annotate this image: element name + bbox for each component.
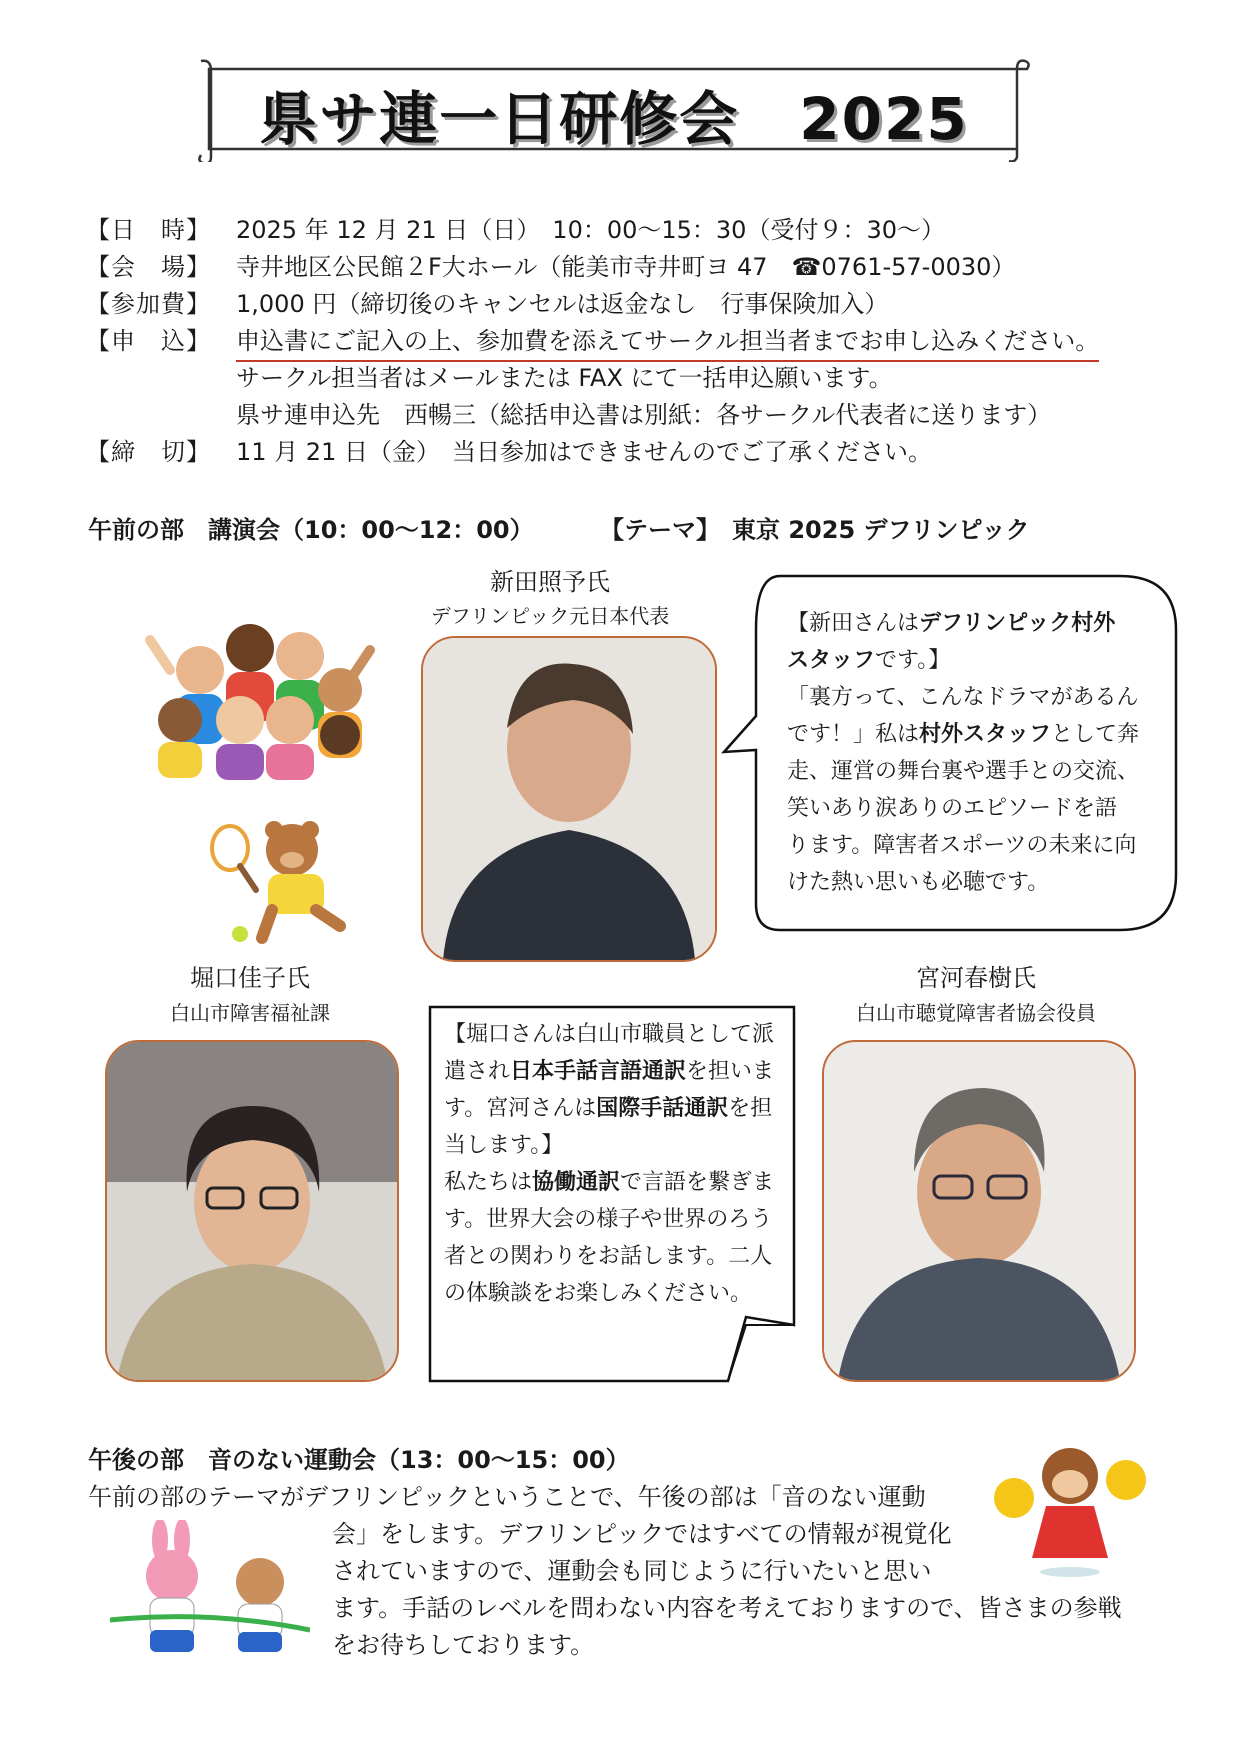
info-fee-label: 【参加費】 xyxy=(86,290,211,318)
bubble2-l1: 【堀口さんは白山市職員として派 xyxy=(444,1022,775,1047)
afternoon-line5: をお待ちしております。 xyxy=(332,1631,595,1659)
bubble1-l4a: です！」私は xyxy=(787,722,920,747)
bubble2-l4: 当します。】 xyxy=(444,1133,564,1158)
info-apply-line3: 県サ連申込先 西暢三（総括申込書は別紙：各サークル代表者に送ります） xyxy=(236,401,1052,429)
bubble2-l2a: 遣され xyxy=(444,1059,511,1084)
info-deadline-label: 【締 切】 xyxy=(86,438,211,466)
bubble2-l5c: で言語を繋ぎま xyxy=(620,1170,775,1195)
bubble2-l5b: 協働通訳 xyxy=(532,1170,621,1195)
bubble1-l8: けた熱い思いも必聴です。 xyxy=(787,870,1050,895)
speaker-miyakawa-name: 宮河春樹氏 xyxy=(916,964,1036,992)
info-apply-line2: サークル担当者はメールまたは FAX にて一括申込願います。 xyxy=(236,364,893,392)
info-deadline-value: 11 月 21 日（金） 当日参加はできませんのでご了承ください。 xyxy=(236,438,932,466)
bubble1-l7: ります。障害者スポーツの未来に向 xyxy=(787,833,1137,858)
speaker-miyakawa-photo xyxy=(822,1040,1136,1382)
bubble1-l1a: 【新田さんは xyxy=(787,611,920,636)
person-silhouette-icon xyxy=(423,638,715,960)
afternoon-line1: 午前の部のテーマがデフリンピックということで、午後の部は「音のない運動 xyxy=(88,1483,926,1511)
afternoon-line2: 会」をします。デフリンピックではすべての情報が視覚化 xyxy=(332,1520,952,1548)
morning-heading: 午前の部 講演会（10：00〜12：00） xyxy=(88,516,534,544)
bubble2-l7: 者との関わりをお話します。二人 xyxy=(444,1244,773,1269)
info-date-value: 2025 年 12 月 21 日（日） 10：00〜15：30（受付９：30〜） xyxy=(236,216,945,244)
crowd-illustration xyxy=(140,600,380,780)
bubble1-l5: 走、運営の舞台裏や選手との交流、 xyxy=(787,759,1140,784)
page-title: 県サ連一日研修会 2025 xyxy=(259,85,969,153)
speaker-nitta-role: デフリンピック元日本代表 xyxy=(430,604,670,628)
speaker-nitta-name: 新田照予氏 xyxy=(490,568,610,596)
bubble1-l2b: です。】 xyxy=(875,648,951,673)
info-fee-value: 1,000 円（締切後のキャンセルは返金なし 行事保険加入） xyxy=(236,290,889,318)
bubble2-l8: の体験談をお楽しみください。 xyxy=(444,1281,753,1306)
afternoon-line4: ます。手話のレベルを問わない内容を考えておりますので、皆さまの参戦 xyxy=(332,1594,1122,1622)
speaker-horiguchi-role: 白山市障害福祉課 xyxy=(170,1001,330,1025)
info-venue-label: 【会 場】 xyxy=(86,253,211,281)
bubble1-l4b: 村外スタッフ xyxy=(919,722,1052,747)
bubble2-l2b: 日本手話言語通訳 xyxy=(510,1059,687,1084)
bubble2-l5a: 私たちは xyxy=(444,1170,533,1195)
bubble1-l1b: デフリンピック村外 xyxy=(919,611,1116,636)
person-silhouette-icon xyxy=(107,1042,397,1380)
speaker-nitta-photo xyxy=(421,636,717,962)
bear-tennis-illustration xyxy=(200,810,360,950)
info-apply-line1: 申込書にご記入の上、参加費を添えてサークル担当者までお申し込みください。 xyxy=(236,324,1099,362)
bubble1-text xyxy=(787,605,1139,901)
afternoon-heading: 午後の部 音のない運動会（13：00〜15：00） xyxy=(88,1446,630,1474)
person-silhouette-icon xyxy=(824,1042,1134,1380)
rabbit-bear-race-illustration xyxy=(110,1520,310,1670)
speaker-horiguchi-photo xyxy=(105,1040,399,1382)
bubble1-l3: 「裏方って、こんなドラマがあるん xyxy=(787,685,1139,710)
bubble2-text xyxy=(444,1016,774,1312)
monkey-cheer-illustration xyxy=(990,1440,1150,1580)
bubble2-l3a: す。宮河さんは xyxy=(444,1096,597,1121)
bubble2-l6: す。世界大会の様子や世界のろう xyxy=(444,1207,773,1232)
bubble1-l6: 笑いあり涙ありのエピソードを語 xyxy=(787,796,1118,821)
afternoon-line3: されていますので、運動会も同じように行いたいと思い xyxy=(332,1557,932,1585)
bubble1-l4c: として奔 xyxy=(1051,722,1140,747)
speaker-miyakawa-role: 白山市聴覚障害者協会役員 xyxy=(856,1001,1096,1025)
speaker-horiguchi-name: 堀口佳子氏 xyxy=(190,964,310,992)
info-venue-value: 寺井地区公民館２F大ホール（能美市寺井町ヨ 47 ☎0761-57-0030） xyxy=(236,253,1016,281)
bubble2-l3b: 国際手話通訳 xyxy=(596,1096,729,1121)
info-date-label: 【日 時】 xyxy=(86,216,211,244)
bubble1-l2a: スタッフ xyxy=(787,648,876,673)
bubble2-l2c: を担いま xyxy=(686,1059,775,1084)
info-apply-label: 【申 込】 xyxy=(86,327,211,355)
morning-theme: 【テーマ】 東京 2025 デフリンピック xyxy=(600,516,1030,544)
bubble2-l3c: を担 xyxy=(728,1096,773,1121)
